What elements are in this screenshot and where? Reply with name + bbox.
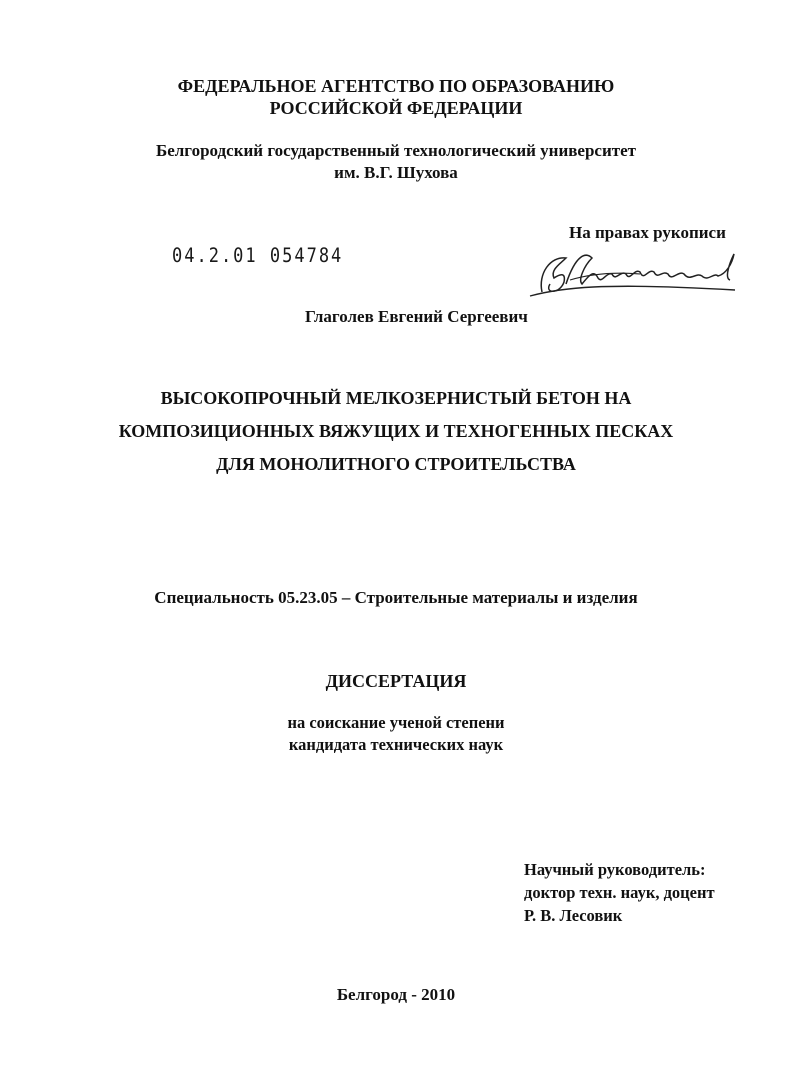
place-year: Белгород - 2010 [336,985,456,1004]
title-line-2: КОМПОЗИЦИОННЫХ ВЯЖУЩИХ И ТЕХНОГЕННЫХ ПЕСКАХ [118,421,674,441]
author-signature [520,244,745,306]
manuscript-note: На правах рукописи [569,223,726,242]
degree-line-1: на соискание ученой степени [287,713,505,732]
specialty: Специальность 05.23.05 – Строительные материалы и изделия [154,588,638,607]
document-type: ДИССЕРТАЦИЯ [325,671,467,691]
agency-line-2: РОССИЙСКОЙ ФЕДЕРАЦИИ [269,98,523,118]
scientific-advisor [524,858,715,927]
degree-line-2: кандидата технических наук [288,735,504,754]
author-name: Глаголев Евгений Сергеевич [305,307,528,326]
agency-line-1: ФЕДЕРАЛЬНОЕ АГЕНТСТВО ПО ОБРАЗОВАНИЮ [177,76,615,96]
registration-stamp: 04.2.01 054784 [172,244,344,268]
title-line-1: ВЫСОКОПРОЧНЫЙ МЕЛКОЗЕРНИСТЫЙ БЕТОН НА [160,388,632,408]
advisor-name: Р. В. Лесовик [524,906,623,925]
university-line-1: Белгородский государственный технологический университет [155,141,637,160]
advisor-title: доктор техн. наук, доцент [524,883,715,902]
title-line-3: ДЛЯ МОНОЛИТНОГО СТРОИТЕЛЬСТВА [216,454,576,474]
advisor-label: Научный руководитель: [524,860,706,879]
university-line-2: им. В.Г. Шухова [334,163,458,182]
